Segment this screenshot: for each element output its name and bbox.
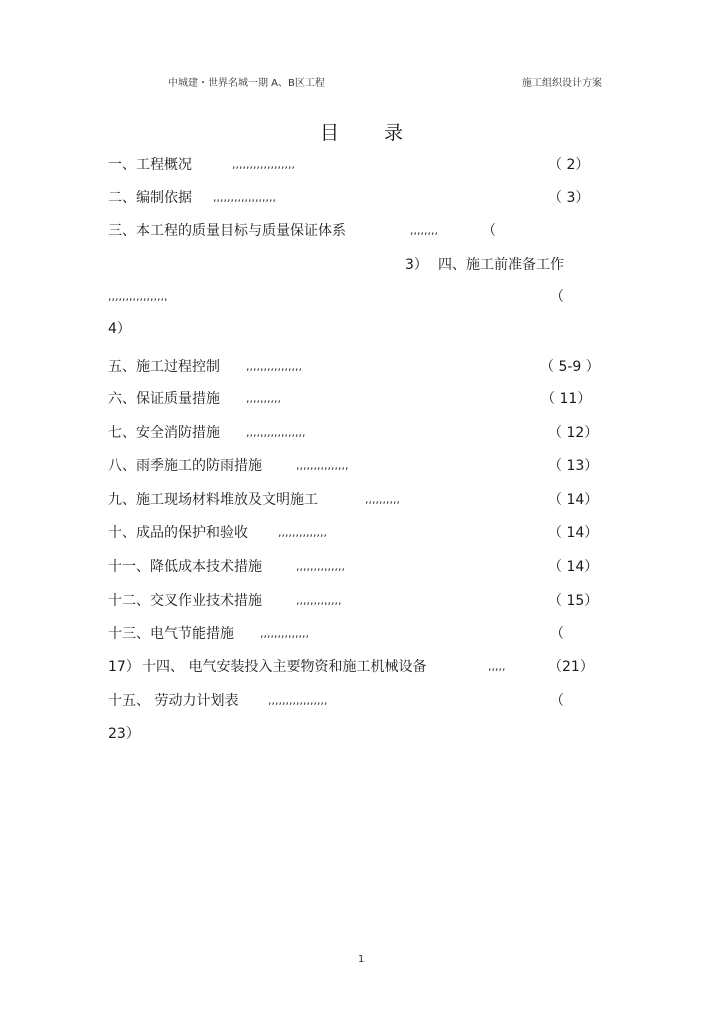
toc-entry-label: 十二、交叉作业技术措施 [108, 593, 262, 609]
toc-entry-page-open: （ [550, 289, 564, 305]
toc-entry-page: （ 12） [548, 425, 599, 441]
toc-entry-page-close: 3） [405, 257, 428, 273]
toc-entry-label: 八、雨季施工的防雨措施 [108, 458, 262, 474]
toc-entry-page-close: 17） [108, 659, 140, 675]
toc-entry-leader: ,,,,,,,,,,,,,, [260, 627, 309, 640]
toc-entry-label: 七、安全消防措施 [108, 425, 220, 441]
toc-entry-leader: ,,,,,,,,,,,,,,,,,, [213, 191, 276, 204]
toc-entry-page: （ 11） [541, 391, 592, 407]
toc-entry-leader: ,,,,,,,,,,,,,,,,, [108, 290, 168, 303]
toc-entry-page-close: 23） [108, 726, 140, 742]
toc-entry-label: 一、工程概况 [108, 157, 192, 173]
toc-entry-page-open: （ [550, 693, 564, 709]
toc-title-right: 录 [384, 122, 404, 144]
toc-entry-leader: ,,,,,,,,,,,,,,,,, [246, 426, 306, 439]
toc-entry-label: 五、施工过程控制 [108, 359, 220, 375]
toc-entry-label: 九、施工现场材料堆放及文明施工 [108, 492, 318, 508]
toc-entry-label: 三、本工程的质量目标与质量保证体系 [108, 223, 346, 239]
toc-entry-label: 十三、电气节能措施 [108, 626, 234, 642]
toc-entry-label: 十五、 劳动力计划表 [108, 693, 239, 709]
toc-entry-leader: ,,,,,,,,,,,,,,,, [246, 360, 302, 373]
toc-entry-page-open: （ [550, 626, 564, 642]
page-number: 1 [358, 954, 365, 965]
toc-entry-page: （ 14） [548, 559, 599, 575]
toc-entry-page: （ 13） [548, 458, 599, 474]
toc-entry-label: 十一、降低成本技术措施 [108, 559, 262, 575]
toc-entry-page: （ 15） [548, 593, 599, 609]
toc-entry-leader: ,,,,,,,,,,,,,,,,,, [232, 158, 295, 171]
toc-entry-leader: ,,,,,,,,,,,,,, [278, 526, 327, 539]
toc-entry-page: （ 2） [548, 157, 590, 173]
toc-entry-page: （ 3） [548, 190, 590, 206]
header-project: 中城建・世界名城一期 A、B区工程 [168, 78, 325, 89]
toc-entry-leader: ,,,,,,,, [410, 224, 438, 237]
toc-entry-leader: ,,,,,,,,,,,,,,,,, [268, 694, 328, 707]
toc-entry-page: （ 5-9 ） [540, 359, 600, 375]
toc-entry-label: 四、施工前准备工作 [438, 257, 564, 273]
toc-entry-label: 二、编制依据 [108, 190, 192, 206]
toc-entry-leader: ,,,,,,,,,,,,,,, [296, 459, 349, 472]
toc-entry-page-open: （ [482, 223, 496, 239]
toc-entry-page: （ 14） [548, 525, 599, 541]
header-doc-type: 施工组织设计方案 [522, 78, 602, 89]
toc-entry-page: （ 14） [548, 492, 599, 508]
toc-entry-leader: ,,,,, [488, 660, 506, 673]
toc-entry-leader: ,,,,,,,,,, [246, 392, 281, 405]
toc-title-left: 目 [320, 122, 340, 144]
toc-entry-label: 十、成品的保护和验收 [108, 525, 248, 541]
toc-entry-label: 十四、 电气安装投入主要物资和施工机械设备 [142, 659, 427, 675]
toc-entry-leader: ,,,,,,,,,,,,, [296, 594, 342, 607]
toc-entry-label: 六、保证质量措施 [108, 391, 220, 407]
toc-entry-page: （21） [548, 659, 594, 675]
toc-entry-leader: ,,,,,,,,,,,,,, [296, 560, 345, 573]
toc-entry-leader: ,,,,,,,,,, [365, 493, 400, 506]
toc-entry-page-close: 4） [108, 321, 131, 337]
